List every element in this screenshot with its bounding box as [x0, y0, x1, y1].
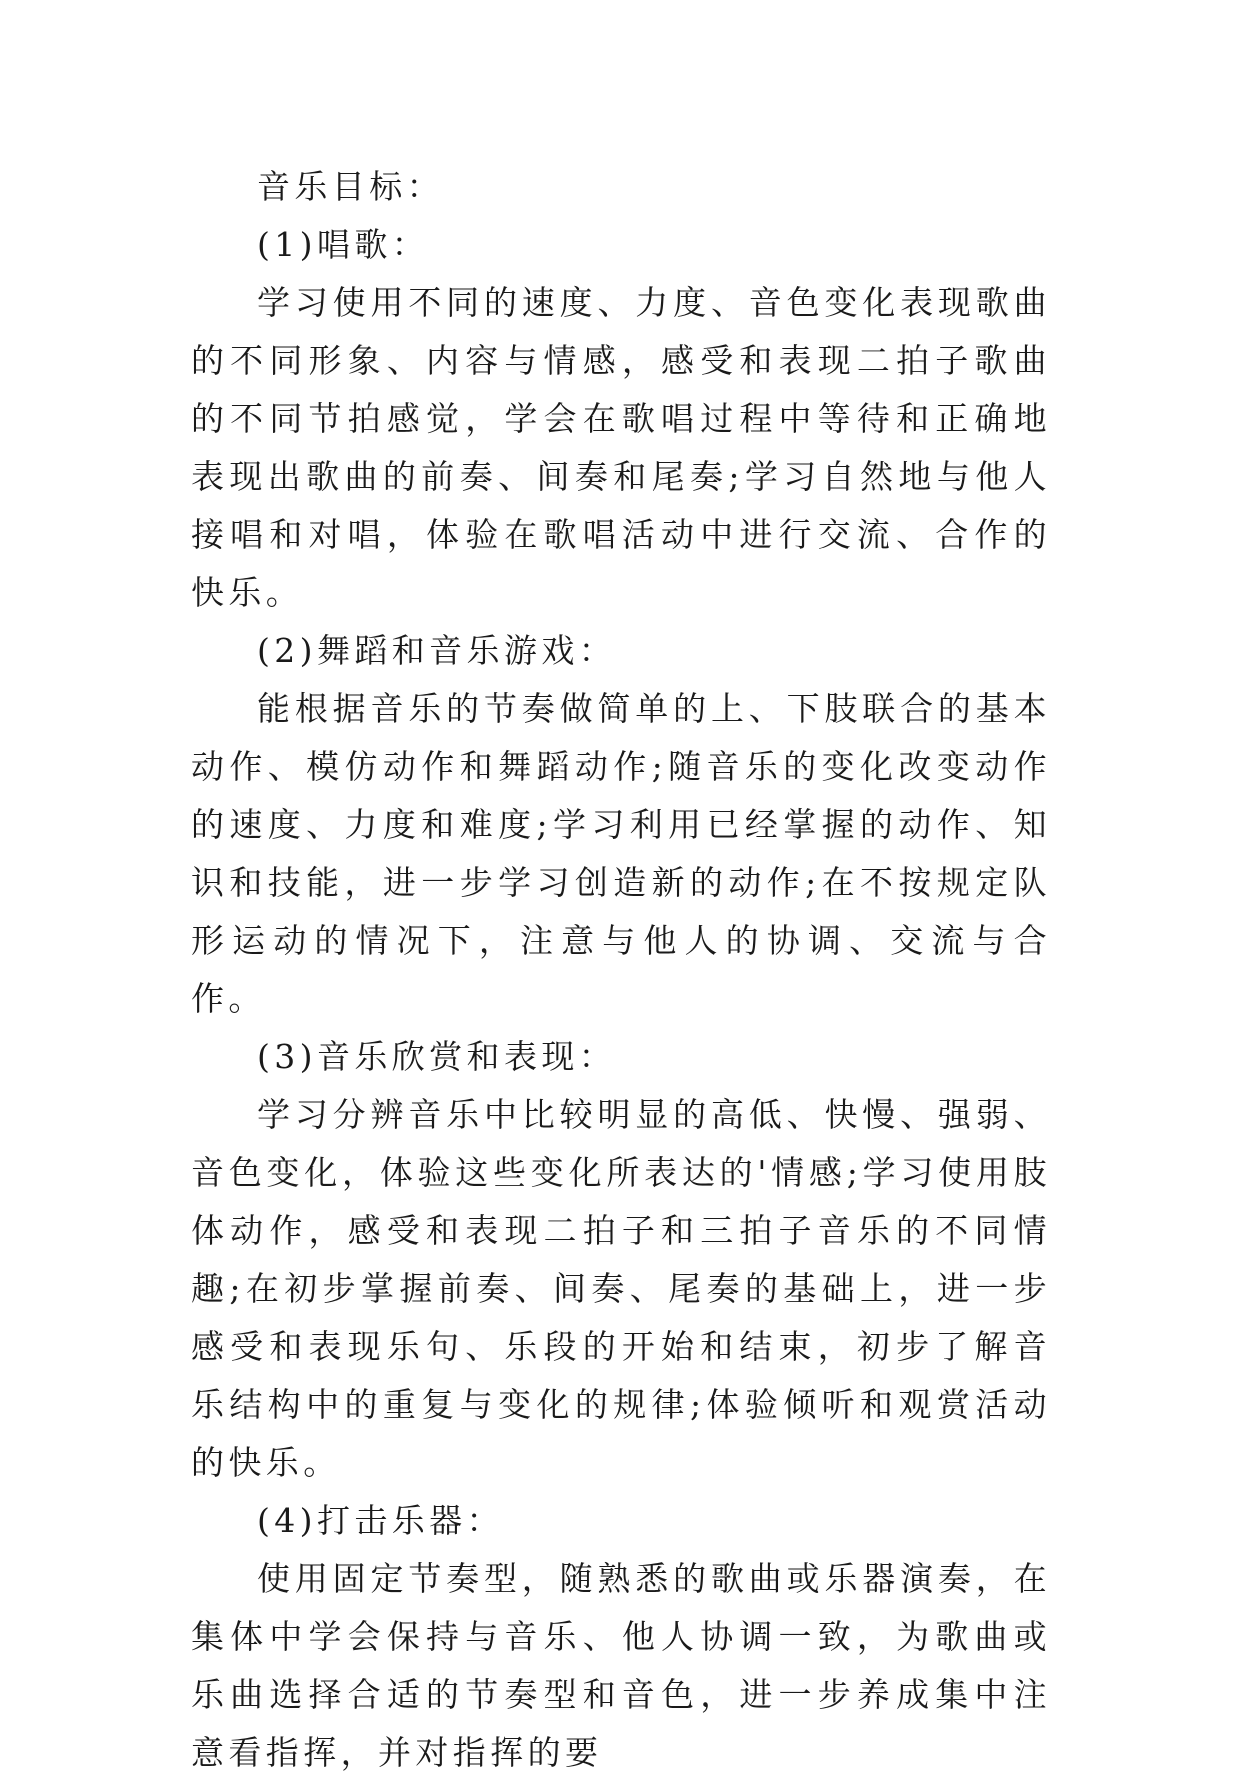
- subsection-title-singing: (1)唱歌：: [257, 225, 430, 264]
- paragraph-singing: 学习使用不同的速度、力度、音色变化表现歌曲的不同形象、内容与情感，感受和表现二拍子歌曲的不同节拍感觉，学会在歌唱过程中等待和正确地表现出歌曲的前奏、间奏和尾奏;学习自然地与他人接唱和对唱，体验在歌唱活动中进行交流、合作的快乐。: [191, 283, 1051, 612]
- subsection-title-dance-games: (2)舞蹈和音乐游戏：: [257, 631, 617, 670]
- paragraph-dance-games: 能根据音乐的节奏做简单的上、下肢联合的基本动作、模仿动作和舞蹈动作;随音乐的变化改变动作的速度、力度和难度;学习利用已经掌握的动作、知识和技能，进一步学习创造新的动作;在不按规定队形运动的情况下，注意与他人的协调、交流与合作。: [191, 689, 1051, 1018]
- subsection-title-music-appreciation: (3)音乐欣赏和表现：: [257, 1037, 617, 1076]
- subsection-title-percussion: (4)打击乐器：: [257, 1501, 504, 1540]
- document-body: [191, 158, 1051, 1782]
- paragraph-music-appreciation: 学习分辨音乐中比较明显的高低、快慢、强弱、音色变化，体验这些变化所表达的'情感;学习使用肢体动作，感受和表现二拍子和三拍子音乐的不同情趣;在初步掌握前奏、间奏、尾奏的基础上，进一步感受和表现乐句、乐段的开始和结束，初步了解音乐结构中的重复与变化的规律;体验倾听和观赏活动的快乐。: [191, 1095, 1051, 1482]
- paragraph-percussion: 使用固定节奏型，随熟悉的歌曲或乐器演奏，在集体中学会保持与音乐、他人协调一致，为歌曲或乐曲选择合适的节奏型和音色，进一步养成集中注意看指挥，并对指挥的要: [191, 1559, 1051, 1772]
- section-title-music-goals: 音乐目标：: [257, 167, 444, 206]
